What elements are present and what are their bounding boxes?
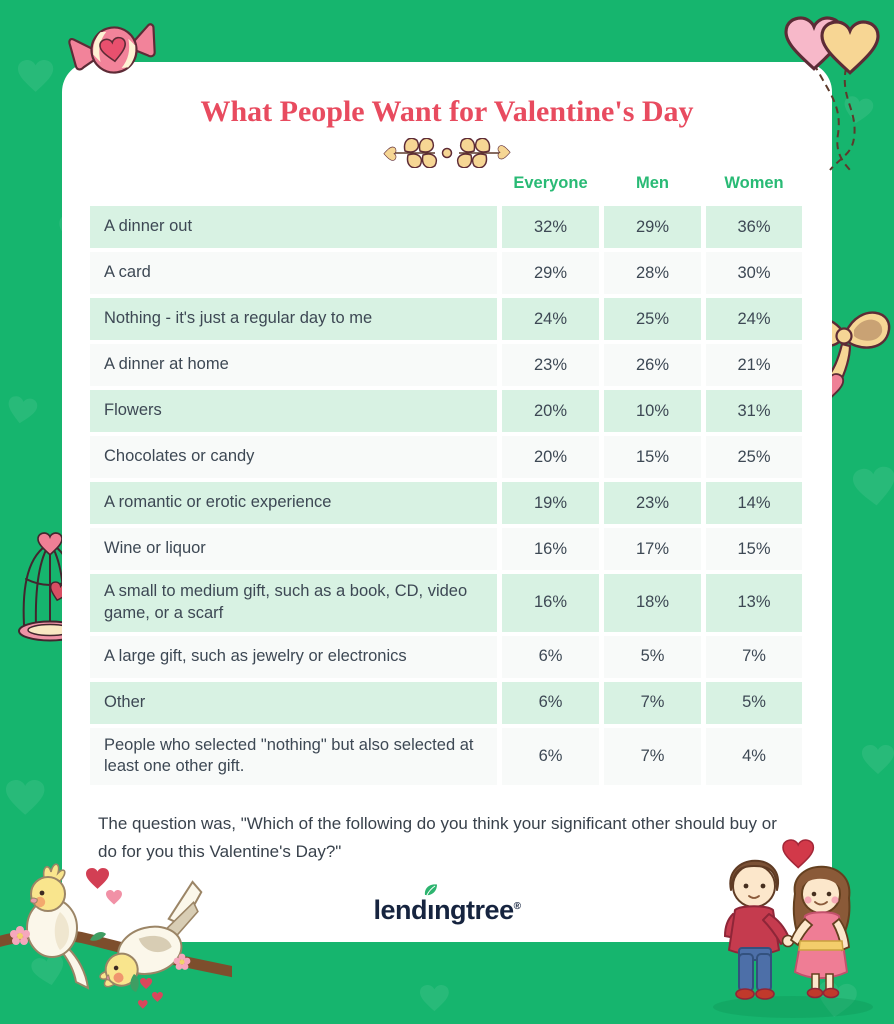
value-everyone: 20% — [502, 436, 599, 478]
value-women: 5% — [706, 682, 802, 724]
lendingtree-wordmark: lend ıngtree® — [374, 895, 521, 926]
value-women: 30% — [706, 252, 802, 294]
row-label: A card — [90, 252, 497, 294]
registered-mark: ® — [513, 901, 521, 913]
table-row — [90, 482, 802, 524]
table-row — [90, 390, 802, 432]
table-row — [90, 728, 802, 786]
row-label: A large gift, such as jewelry or electronics — [90, 636, 497, 678]
value-men: 26% — [604, 344, 701, 386]
value-men: 17% — [604, 528, 701, 570]
value-everyone: 6% — [502, 728, 599, 786]
value-men: 15% — [604, 436, 701, 478]
value-men: 23% — [604, 482, 701, 524]
love-birds-icon — [0, 850, 232, 1022]
value-men: 18% — [604, 574, 701, 632]
table-row — [90, 682, 802, 724]
value-everyone: 16% — [502, 528, 599, 570]
table-row — [90, 252, 802, 294]
couple-icon — [693, 822, 885, 1022]
value-everyone: 23% — [502, 344, 599, 386]
heart-balloons-icon — [778, 6, 890, 174]
table-body — [62, 206, 832, 785]
row-label: Flowers — [90, 390, 497, 432]
value-women: 14% — [706, 482, 802, 524]
value-women: 13% — [706, 574, 802, 632]
value-men: 29% — [604, 206, 701, 248]
value-men: 25% — [604, 298, 701, 340]
row-label: A dinner out — [90, 206, 497, 248]
value-women: 21% — [706, 344, 802, 386]
candy-icon — [64, 10, 164, 90]
value-everyone: 20% — [502, 390, 599, 432]
table-row — [90, 528, 802, 570]
table-row — [90, 636, 802, 678]
value-men: 28% — [604, 252, 701, 294]
row-label: People who selected "nothing" but also selected at least one other gift. — [90, 728, 497, 786]
value-men: 7% — [604, 728, 701, 786]
card — [62, 62, 832, 942]
column-header-everyone: Everyone — [513, 174, 588, 192]
value-everyone: 6% — [502, 682, 599, 724]
row-label: Wine or liquor — [90, 528, 497, 570]
value-everyone: 24% — [502, 298, 599, 340]
page-title: What People Want for Valentine's Day — [200, 95, 694, 128]
value-everyone: 32% — [502, 206, 599, 248]
row-label: A romantic or erotic experience — [90, 482, 497, 524]
column-header-women: Women — [724, 174, 784, 192]
row-label: A dinner at home — [90, 344, 497, 386]
value-women: 4% — [706, 728, 802, 786]
value-men: 7% — [604, 682, 701, 724]
table-row — [90, 298, 802, 340]
row-label: Other — [90, 682, 497, 724]
value-women: 25% — [706, 436, 802, 478]
leaf-icon — [423, 883, 438, 897]
laurel-divider-icon — [372, 138, 522, 168]
value-women: 31% — [706, 390, 802, 432]
value-women: 7% — [706, 636, 802, 678]
survey-question-note: The question was, "Which of the following do you think your significant other should buy or do for you this Valentine's Day?" — [98, 814, 777, 861]
value-everyone: 19% — [502, 482, 599, 524]
value-everyone: 16% — [502, 574, 599, 632]
header-spacer — [90, 174, 497, 193]
row-label: Nothing - it's just a regular day to me — [90, 298, 497, 340]
value-women: 36% — [706, 206, 802, 248]
row-label: A small to medium gift, such as a book, CD, video game, or a scarf — [90, 574, 497, 632]
value-men: 10% — [604, 390, 701, 432]
value-men: 5% — [604, 636, 701, 678]
value-everyone: 6% — [502, 636, 599, 678]
table-row — [90, 436, 802, 478]
table-row — [90, 574, 802, 632]
column-header-men: Men — [636, 174, 669, 192]
row-label: Chocolates or candy — [90, 436, 497, 478]
table-header — [62, 174, 832, 193]
table-row — [90, 206, 802, 248]
value-women: 24% — [706, 298, 802, 340]
table-row — [90, 344, 802, 386]
value-women: 15% — [706, 528, 802, 570]
value-everyone: 29% — [502, 252, 599, 294]
